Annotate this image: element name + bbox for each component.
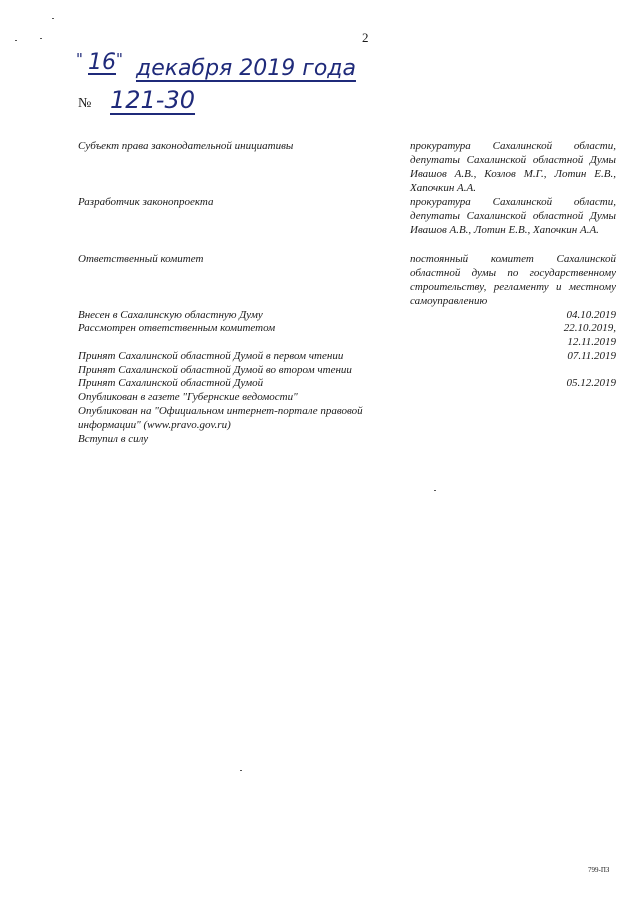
event-label-continued: информации" (www.pravo.gov.ru) [78, 419, 231, 431]
event-label: Принят Сахалинской областной Думой во втором чтении [78, 364, 352, 376]
event-label: Внесен в Сахалинскую областную Думу [78, 309, 263, 321]
event-label: Принят Сахалинской областной Думой в первом чтении [78, 350, 344, 362]
event-date: 07.11.2019 [567, 350, 616, 362]
scan-speck [40, 38, 42, 39]
scan-speck [52, 18, 54, 19]
handwritten-number: 121-30 [110, 86, 196, 114]
event-date-second: 12.11.2019 [567, 336, 616, 348]
scan-speck [15, 40, 17, 41]
footer-code: 799-ПЗ [588, 866, 610, 874]
event-label: Принят Сахалинской областной Думой [78, 377, 264, 389]
event-label: Опубликован на "Официальном интернет-портале правовой [78, 405, 363, 417]
row-value: прокуратура Сахалинской области, депутаты Сахалинской областной Думы Ивашов А.В., Лотин Е.В., Хапочкин А.А. [410, 196, 616, 236]
scan-speck [434, 490, 436, 491]
event-label: Опубликован в газете "Губернские ведомости" [78, 391, 298, 403]
handwritten-quote-open: " [76, 50, 83, 68]
event-date: 04.10.2019 [566, 309, 616, 321]
row-label: Субъект права законодательной инициативы [78, 140, 294, 152]
number-symbol: № [78, 96, 92, 111]
page-number: 2 [362, 30, 369, 45]
row-value: постоянный комитет Сахалинской областной думы по государственному строительству, регламенту и местному самоуправлению [410, 253, 616, 307]
event-label: Вступил в силу [78, 433, 149, 445]
handwritten-quote-close: " [116, 50, 123, 68]
scan-speck [240, 770, 242, 771]
event-date: 22.10.2019, [563, 322, 616, 334]
handwritten-date: декабря 2019 года [136, 56, 356, 81]
event-label: Рассмотрен ответственным комитетом [78, 322, 276, 334]
row-value: прокуратура Сахалинской области, депутаты Сахалинской областной Думы Ивашов А.В., Козлов М.Г., Лотин Е.В., Хапочкин А.А. [410, 140, 616, 194]
row-label: Ответственный комитет [78, 253, 204, 265]
row-label: Разработчик законопроекта [78, 196, 214, 208]
handwritten-day: 16 [88, 50, 116, 75]
event-date: 05.12.2019 [566, 377, 616, 389]
